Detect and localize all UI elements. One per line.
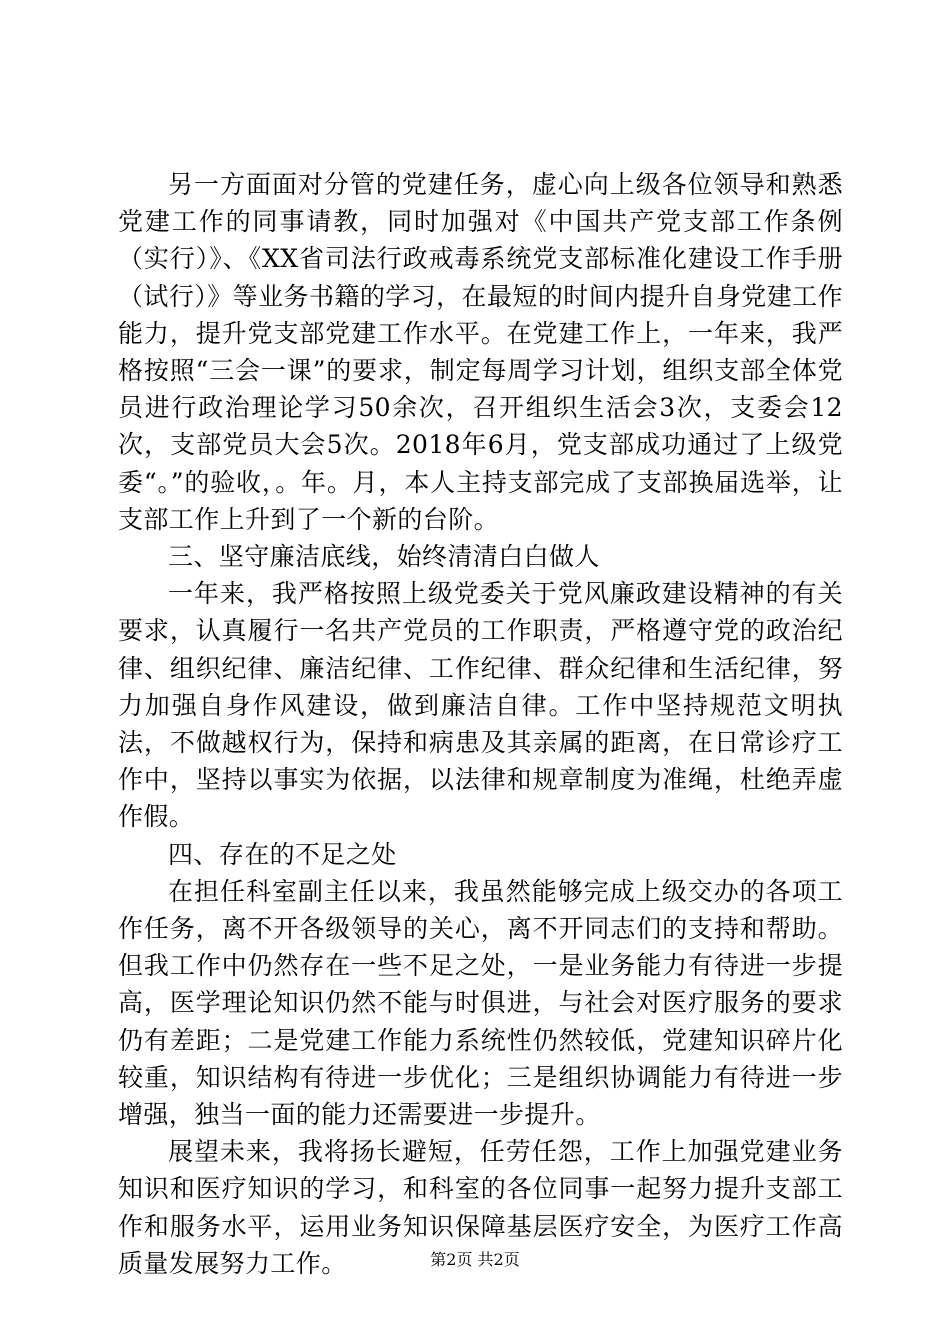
page-footer: 第2页 共2页: [430, 1250, 520, 1269]
document-body: [118, 166, 843, 1282]
section-heading-integrity: 三、坚守廉洁底线，始终清清白白做人: [168, 542, 600, 572]
paragraph-party-building-work: 另一方面面对分管的党建任务，虚心向上级各位领导和熟悉党建工作的同事请教，同时加强对《中国共产党支部工作条例（实行）》、《XX省司法行政戒毒系统党支部标准化建设工作手册（试行）》等业务书籍的学习，在最短的时间内提升自身党建工作能力，提升党支部党建工作水平。在党建工作上，一年来，我严格按照“三会一课”的要求，制定每周学习计划，组织支部全体党员进行政治理论学习50余次，召开组织生活会3次，支委会12次，支部党员大会5次。2018年6月，党支部成功通过了上级党委“。”的验收，。年。月，本人主持支部完成了支部换届选举，让支部工作上升到了一个新的台阶。: [118, 170, 843, 534]
paragraph-shortcomings: 在担任科室副主任以来，我虽然能够完成上级交办的各项工作任务，离不开各级领导的关心，离不开同志们的支持和帮助。但我工作中仍然存在一些不足之处，一是业务能力有待进一步提高，医学理论知识仍然不能与时俱进，与社会对医疗服务的要求仍有差距；二是党建工作能力系统性仍然较低，党建知识碎片化较重，知识结构有待进一步优化；三是组织协调能力有待进一步增强，独当一面的能力还需要进一步提升。: [118, 876, 843, 1130]
section-heading-shortcomings: 四、存在的不足之处: [168, 839, 397, 869]
paragraph-outlook: 展望未来，我将扬长避短，任劳任怨，工作上加强党建业务知识和医疗知识的学习，和科室的各位同事一起努力提升支部工作和服务水平，运用业务知识保障基层医疗安全，为医疗工作高质量发展努力工作。: [118, 1137, 843, 1278]
paragraph-integrity: 一年来，我严格按照上级党委关于党风廉政建设精神的有关要求，认真履行一名共产党员的工作职责，严格遵守党的政治纪律、组织纪律、廉洁纪律、工作纪律、群众纪律和生活纪律，努力加强自身作风建设，做到廉洁自律。工作中坚持规范文明执法，不做越权行为，保持和病患及其亲属的距离，在日常诊疗工作中，坚持以事实为依据，以法律和规章制度为准绳，杜绝弄虚作假。: [118, 579, 843, 832]
